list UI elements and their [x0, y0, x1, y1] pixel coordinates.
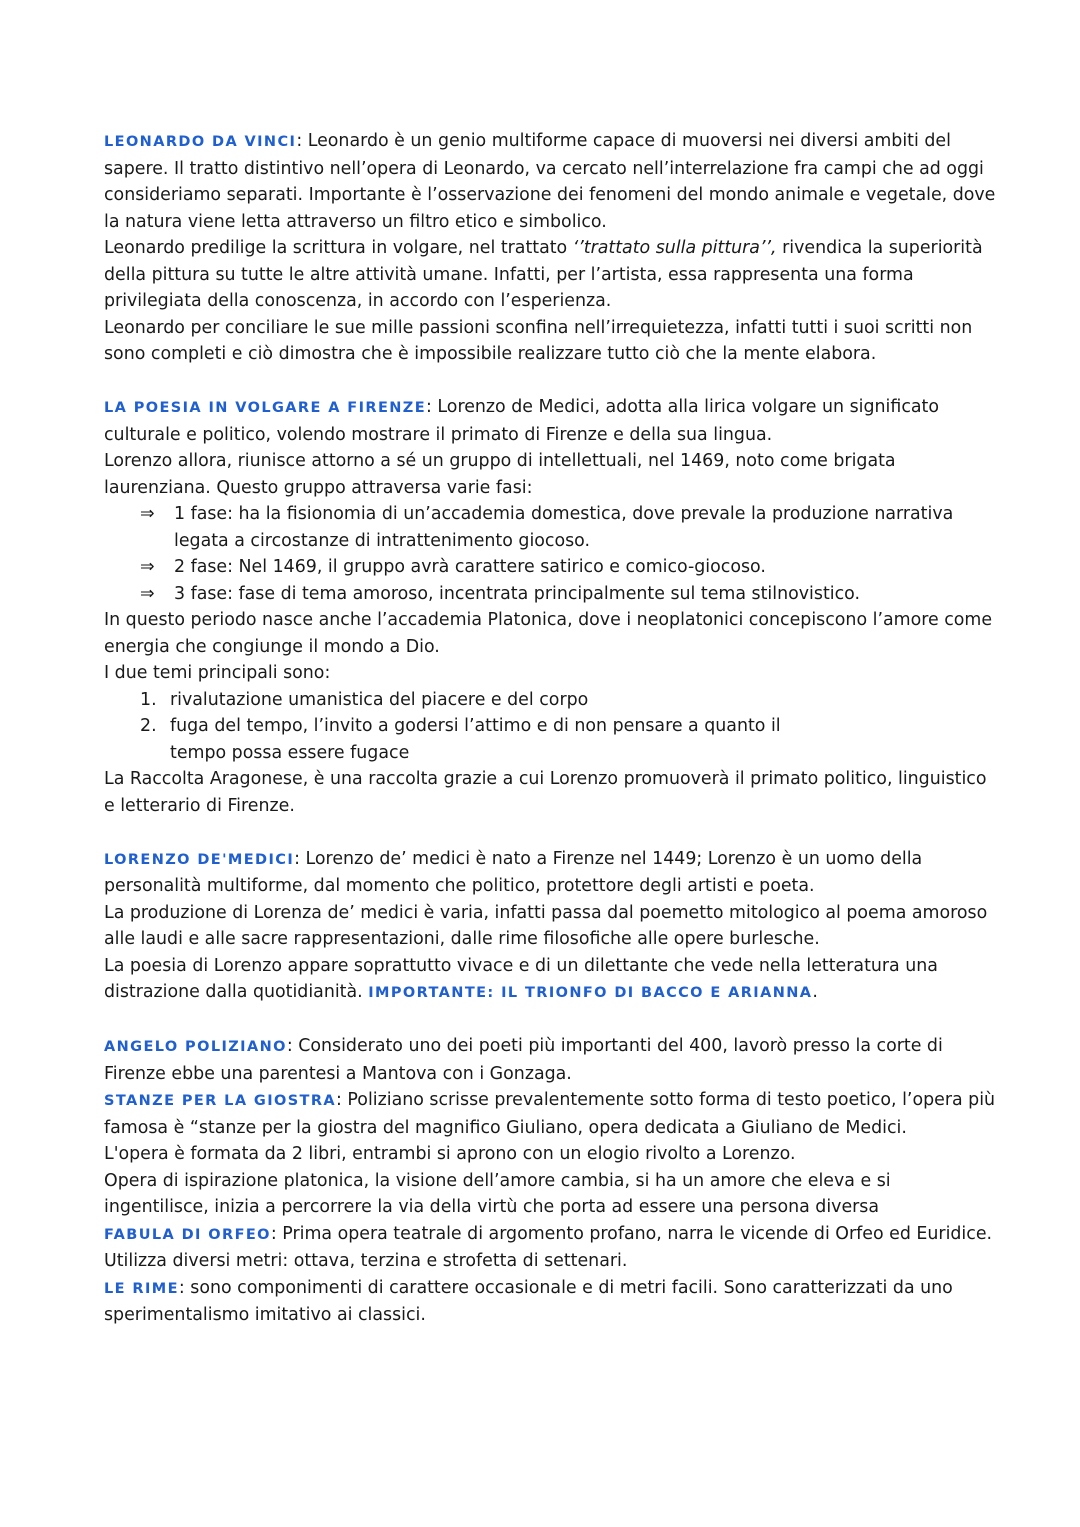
- rime-heading: LE RIME: [104, 1280, 179, 1297]
- tema-item: [104, 713, 1000, 766]
- tema-text: rivalutazione umanistica del piacere e del corpo: [170, 689, 589, 710]
- poesia-paragraph-4: I due temi principali sono:: [104, 663, 331, 683]
- poesia-heading: LA POESIA IN VOLGARE A FIRENZE: [104, 400, 427, 416]
- leonardo-heading: LEONARDO DA VINCI: [104, 134, 297, 150]
- fase-item: [104, 501, 1000, 554]
- poliziano-paragraph-1: [104, 1033, 1000, 1087]
- stanze-paragraph: [104, 1087, 1000, 1141]
- arrow-icon: ⇒: [140, 583, 155, 604]
- lorenzo-paragraph-3: [104, 953, 1000, 1007]
- poliziano-paragraph-3: Opera di ispirazione platonica, la visione dell’amore cambia, si ha un amore che eleva e si ingentilisce, inizia a percorrere la via della virtù che porta ad essere una persona diversa: [104, 1170, 891, 1217]
- tema-number: 2.: [140, 716, 157, 736]
- fase-item: [104, 554, 1000, 581]
- fabula-heading: FABULA DI ORFEO: [104, 1226, 271, 1243]
- section-poliziano: [104, 1033, 1000, 1329]
- rime-text: : sono componimenti di carattere occasionale e di metri facili. Sono caratterizzati da uno sperimentalismo imitativo ai classici.: [104, 1277, 953, 1325]
- section-poesia: [104, 394, 1000, 819]
- leonardo-paragraph-3: Leonardo per conciliare le sue mille passioni sconfina nell’irrequietezza, infatti tutti i suoi scritti non sono completi e ciò dimostra che è impossibile realizzare tutto ciò che la mente elabora.: [104, 317, 973, 364]
- arrow-icon: ⇒: [140, 504, 155, 524]
- fase-item: [104, 581, 1000, 608]
- poliziano-text-1: : Considerato uno dei poeti più importanti del 400, lavorò presso la corte di Firenze ebbe una parentesi a Mantova con i Gonzaga.: [104, 1036, 943, 1084]
- lorenzo-paragraph-1: [104, 846, 1000, 900]
- lorenzo-heading: LORENZO DE'MEDICI: [104, 851, 295, 868]
- poesia-text-1: : Lorenzo de Medici, adotta alla lirica volgare un significato culturale e politico, volendo mostrare il primato di Firenze e della sua lingua.: [104, 397, 940, 445]
- lorenzo-important-note: IMPORTANTE: IL TRIONFO DI BACCO E ARIANNA: [368, 985, 813, 1001]
- section-leonardo: [104, 128, 1000, 368]
- poesia-paragraph-1: [104, 394, 1000, 448]
- fase-text: 3 fase: fase di tema amoroso, incentrata principalmente sul tema stilnovistico.: [174, 583, 861, 604]
- fase-text: 1 fase: ha la fisionomia di un’accademia domestica, dove prevale la produzione narrativa legata a circostanze di intrattenimento giocoso.: [174, 504, 954, 551]
- lorenzo-paragraph-2: La produzione di Lorenza de’ medici è varia, infatti passa dal poemetto mitologico al poema amoroso alle laudi e alle sacre rappresentazioni, dalle rime filosofiche alle opere burlesche.: [104, 902, 988, 949]
- lorenzo-text-3: La poesia di Lorenzo appare soprattutto vivace e di un dilettante che vede nella letteratura una distrazione dalla quotidianità.: [104, 955, 938, 1002]
- poesia-paragraph-5: La Raccolta Aragonese, è una raccolta grazie a cui Lorenzo promuoverà il primato politico, linguistico e letterario di Firenze.: [104, 769, 987, 816]
- leonardo-text-1: : Leonardo è un genio multiforme capace di muoversi nei diversi ambiti del sapere. Il tratto distintivo nell’opera di Leonardo, va cercato nell’interrelazione fra campi che ad oggi consideriamo separati. Importante è l’osservazione dei fenomeni del mondo animale e vegetale, dove la natura viene letta attraverso un filtro etico e simbolico.: [104, 131, 996, 232]
- lorenzo-period: .: [812, 982, 818, 1002]
- fase-text: 2 fase: Nel 1469, il gruppo avrà carattere satirico e comico-giocoso.: [174, 557, 766, 577]
- tema-item: [104, 687, 1000, 714]
- lorenzo-text-1: : Lorenzo de’ medici è nato a Firenze nel 1449; Lorenzo è un uomo della personalità multiforme, dal momento che politico, protettore degli artisti e poeta.: [104, 848, 923, 896]
- poesia-paragraph-3: In questo periodo nasce anche l’accademia Platonica, dove i neoplatonici concepiscono l’amore come energia che congiunge il mondo a Dio.: [104, 610, 993, 657]
- leonardo-paragraph-1: [104, 128, 1000, 235]
- tema-number: 1.: [140, 689, 157, 710]
- arrow-icon: ⇒: [140, 557, 155, 577]
- rime-paragraph: [104, 1275, 1000, 1329]
- fabula-text: : Prima opera teatrale di argomento profano, narra le vicende di Orfeo ed Euridice. Utilizza diversi metri: ottava, terzina e strofetta di settenari.: [104, 1223, 993, 1271]
- leonardo-treatise-title: ‘’trattato sulla pittura’’,: [572, 238, 777, 258]
- stanze-text: : Poliziano scrisse prevalentemente sotto forma di testo poetico, l’opera più famosa è “stanze per la giostra del magnifico Giuliano, opera dedicata a Giuliano de Medici.: [104, 1090, 996, 1138]
- poliziano-heading: ANGELO POLIZIANO: [104, 1039, 287, 1055]
- section-lorenzo: [104, 846, 1000, 1007]
- poesia-paragraph-2: Lorenzo allora, riunisce attorno a sé un gruppo di intellettuali, nel 1469, noto come brigata laurenziana. Questo gruppo attraversa varie fasi:: [104, 451, 896, 498]
- tema-text: fuga del tempo, l’invito a godersi l’attimo e di non pensare a quanto il tempo possa essere fugace: [170, 716, 781, 763]
- leonardo-text-2b: rivendica la superiorità della pittura su tutte le altre attività umane. Infatti, per l’artista, essa rappresenta una forma privilegiata della conoscenza, in accordo con l’esperienza.: [104, 238, 983, 311]
- leonardo-text-2a: Leonardo predilige la scrittura in volgare, nel trattato: [104, 238, 573, 258]
- poliziano-paragraph-2: L'opera è formata da 2 libri, entrambi si aprono con un elogio rivolto a Lorenzo.: [104, 1144, 796, 1164]
- leonardo-paragraph-2: [104, 235, 1000, 315]
- stanze-heading: STANZE PER LA GIOSTRA: [104, 1093, 337, 1109]
- fabula-paragraph: [104, 1221, 1000, 1275]
